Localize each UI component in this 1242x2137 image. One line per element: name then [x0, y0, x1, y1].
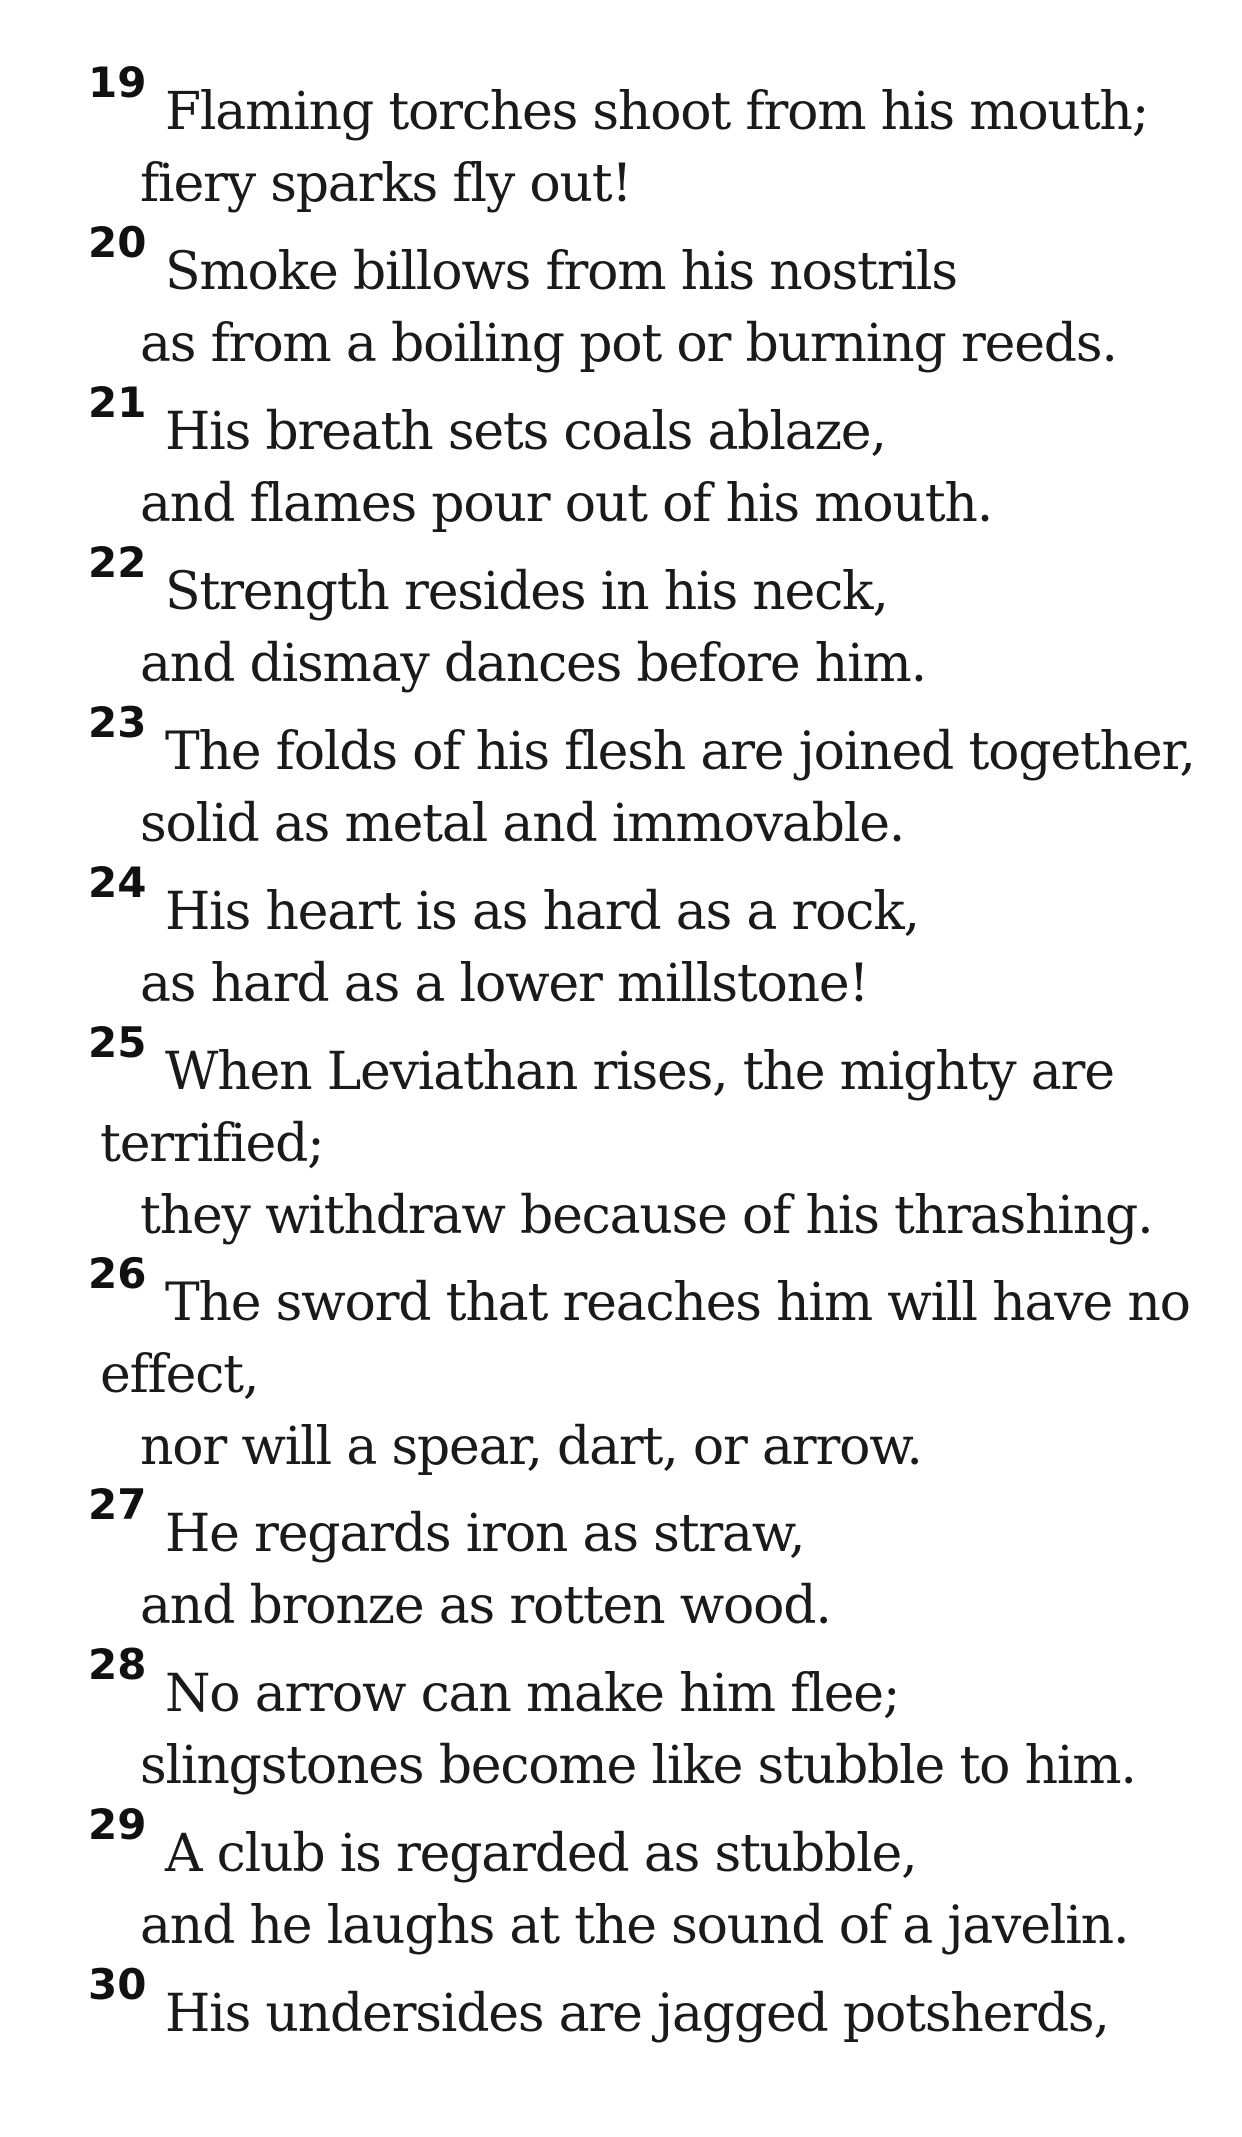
- verse-number: 21: [88, 378, 147, 427]
- verse-line: nor will a spear, dart, or arrow.: [140, 1417, 922, 1477]
- verse-number: 24: [88, 858, 147, 907]
- verse-number: 29: [88, 1800, 147, 1849]
- verse-number: 26: [88, 1249, 147, 1298]
- verse-line: as hard as a lower millstone!: [140, 954, 869, 1014]
- verse-line: He regards iron as straw,: [165, 1504, 805, 1564]
- verse-line: A club is regarded as stubble,: [165, 1824, 917, 1884]
- verse-line: and flames pour out of his mouth.: [140, 474, 993, 534]
- verse-number: 30: [88, 1960, 147, 2009]
- verse-line: When Leviathan rises, the mighty are: [165, 1042, 1114, 1102]
- verse-number: 25: [88, 1018, 147, 1067]
- verse-number: 22: [88, 538, 147, 587]
- verse-line: Flaming torches shoot from his mouth;: [165, 82, 1149, 142]
- verse-number: 23: [88, 698, 147, 747]
- verse-line: and he laughs at the sound of a javelin.: [140, 1896, 1129, 1956]
- verse-line: His breath sets coals ablaze,: [165, 402, 886, 462]
- verse-line: they withdraw because of his thrashing.: [140, 1186, 1153, 1246]
- verse-number: 27: [88, 1480, 147, 1529]
- verse-line-wrap: terrified;: [100, 1114, 324, 1174]
- verse-line: and dismay dances before him.: [140, 634, 926, 694]
- verse-number: 19: [88, 58, 147, 107]
- verse-line: His heart is as hard as a rock,: [165, 882, 919, 942]
- verse-line: Smoke billows from his nostrils: [165, 242, 957, 302]
- verse-line: His undersides are jagged potsherds,: [165, 1984, 1109, 2044]
- verse-line: The folds of his flesh are joined together,: [165, 722, 1195, 782]
- verse-line: Strength resides in his neck,: [165, 562, 888, 622]
- verse-line: slingstones become like stubble to him.: [140, 1736, 1136, 1796]
- verse-line: solid as metal and immovable.: [140, 794, 905, 854]
- verse-line: fiery sparks fly out!: [140, 154, 632, 214]
- verse-line: and bronze as rotten wood.: [140, 1576, 831, 1636]
- verse-number: 20: [88, 218, 147, 267]
- verse-line-wrap: effect,: [100, 1345, 259, 1405]
- verse-line: No arrow can make him flee;: [165, 1664, 900, 1724]
- verse-number: 28: [88, 1640, 147, 1689]
- verse-line: as from a boiling pot or burning reeds.: [140, 314, 1117, 374]
- verse-line: The sword that reaches him will have no: [165, 1273, 1190, 1333]
